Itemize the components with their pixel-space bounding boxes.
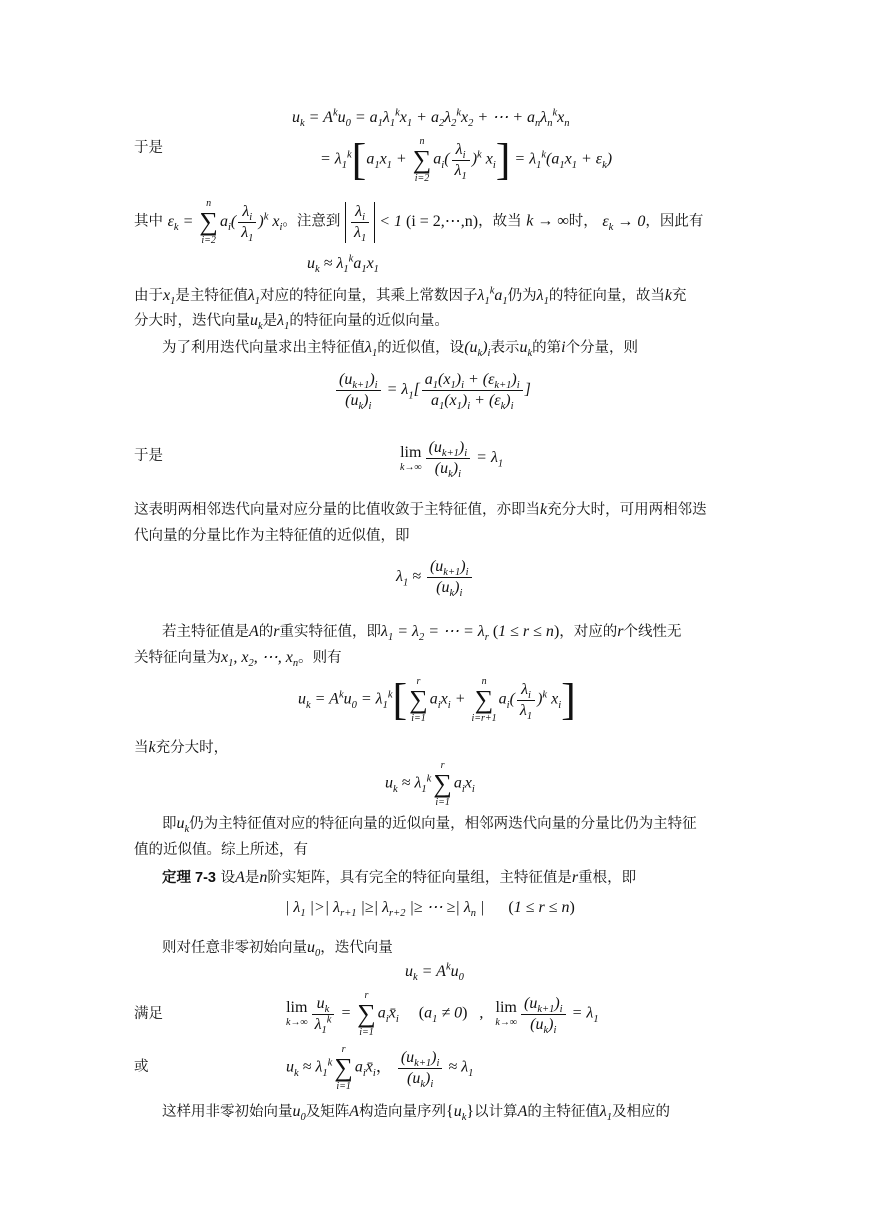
line-epsilon-definition: 其中 $\varepsilon_k$ = n ∑ i=2 $a_i$( $\frac{\lambda_i}{\lambda_1}$ )$^k$ $x_i$。注意到 $\frac{\lambda_i}{\lambda_1}$ < 1 (i = 2,⋯,n)，故当 k → ∞时， $\varepsilon_k \to 0$，因此有 [134,198,704,246]
equation-uk-factored: = $\lambda_1^k[a_1x_1$ + n ∑ i=2 $a_i$( $\frac{\lambda_i}{\lambda_1}$ )$^k$ $x_i] = \lambda_1^k(a_1x_1 + \varepsilon_k)$ [320,135,613,184]
paragraph-line-4: 这表明两相邻迭代向量对应分量的比值收敛于主特征值，亦即当k充分大时，可用两相邻迭 [134,501,707,518]
paragraph-line-2: 分大时，迭代向量$u_k$是$\lambda_1$的特征向量的近似向量。 [134,312,449,333]
paragraph-line-12: 这样用非零初始向量$u_0$及矩阵A构造向量序列$\{u_k\}$以计算A的主特征值$\lambda_1$及相应的 [162,1103,671,1124]
equation-ratio: $\frac{(u_{k+1})_i}{(u_k)_i}$ = $\lambda_1$[ $\frac{a_1(x_1)_i + (\varepsilon_{k+1})_i}{a_1(x_1)_i + (\varepsilon_k)_i}$ ] [334,370,531,411]
equation-limit-ratio: lim k→∞ $\frac{(u_{k+1})_i}{(u_k)_i}$ = $\lambda_1$ [400,439,504,481]
paragraph-line-8: 当k充分大时， [134,739,229,756]
paragraph-line-5: 代向量的分量比作为主特征值的近似值，即 [134,528,410,544]
equation-limits: lim k→∞ $\frac{u_k}{\lambda_1^k}$ = r ∑ i=1 $a_ix̄_i$ $(a_1 \ne 0)$ , lim k→∞ $\frac{(u_{k+1})_i}{(u_k)_i}$ = $\lambda_1$ [286,990,599,1038]
equation-iteration: $u_k = A^ku_0$ [405,961,464,984]
equation-uk-approx: $u_k \approx \lambda_1^ka_1x_1$ [307,253,379,276]
paragraph-line-1: 由于$x_1$是主特征值$\lambda_1$对应的特征向量，其乘上常数因子$\lambda_1^ka_1$仍为$\lambda_1$的特征向量，故当k充 [134,285,687,308]
text-yushi-2: 于是 [134,448,163,464]
paragraph-line-9: 即$u_k$仍为主特征值对应的特征向量的近似向量，相邻两迭代向量的分量比仍为主特征 [162,815,697,836]
theorem-statement: 定理 7-3 设A是n阶实矩阵，具有完全的特征向量组，主特征值是r重根，即 [162,869,637,886]
paragraph-line-11: 则对任意非零初始向量$u_0$，迭代向量 [162,939,393,960]
equation-approximations: $u_k \approx \lambda_1^k$ r ∑ i=1 $a_ix̄_i$， $\frac{(u_{k+1})_i}{(u_k)_i}$ ≈ $\lambda_1$ [286,1044,474,1092]
text-manzu: 满足 [134,1006,163,1022]
paragraph-line-7: 关特征向量为$x_1$, $x_2$, ⋯, $x_n$。则有 [134,649,342,670]
paragraph-line-6: 若主特征值是A的r重实特征值，即$\lambda_1 = \lambda_2$ = ⋯ = $\lambda_r$ (1 ≤ r ≤ n)，对应的r个线性无 [162,623,682,644]
text-huo: 或 [134,1059,149,1075]
paragraph-line-3: 为了利用迭代向量求出主特征值$\lambda_1$的近似值，设$(u_k)_i$表示$u_k$的第i个分量，则 [162,339,639,360]
equation-eigenvalue-order: | $\lambda_1$ |>| $\lambda_{r+1}$ |≥| $\lambda_{r+2}$ |≥ ⋯ ≥| $\lambda_n$ | (1 ≤ r ≤ n) [285,899,575,920]
text-yushi-1: 于是 [134,140,163,156]
equation-uk-approx-sum: $u_k \approx \lambda_1^k$ r ∑ i=1 $a_ix_i$ [385,760,475,808]
paragraph-line-10: 值的近似值。综上所述，有 [134,842,308,858]
equation-uk-multiple-root: $u_k = A^ku_0 = \lambda_1^k$[ r ∑ i=1 $a_ix_i$ + n ∑ i=r+1 $a_i$( $\frac{\lambda_i}{\lambda_1}$ )$^k$ $x_i$] [298,675,576,724]
equation-uk-expansion: $u_k = A^ku_0 = a_1\lambda_1^kx_1 + a_2\lambda_2^kx_2$ + ⋯ + $a_n\lambda_n^kx_n$ [292,107,570,130]
equation-lambda-approx: $\lambda_1$ ≈ $\frac{(u_{k+1})_i}{(u_k)_i}$ [396,557,474,598]
